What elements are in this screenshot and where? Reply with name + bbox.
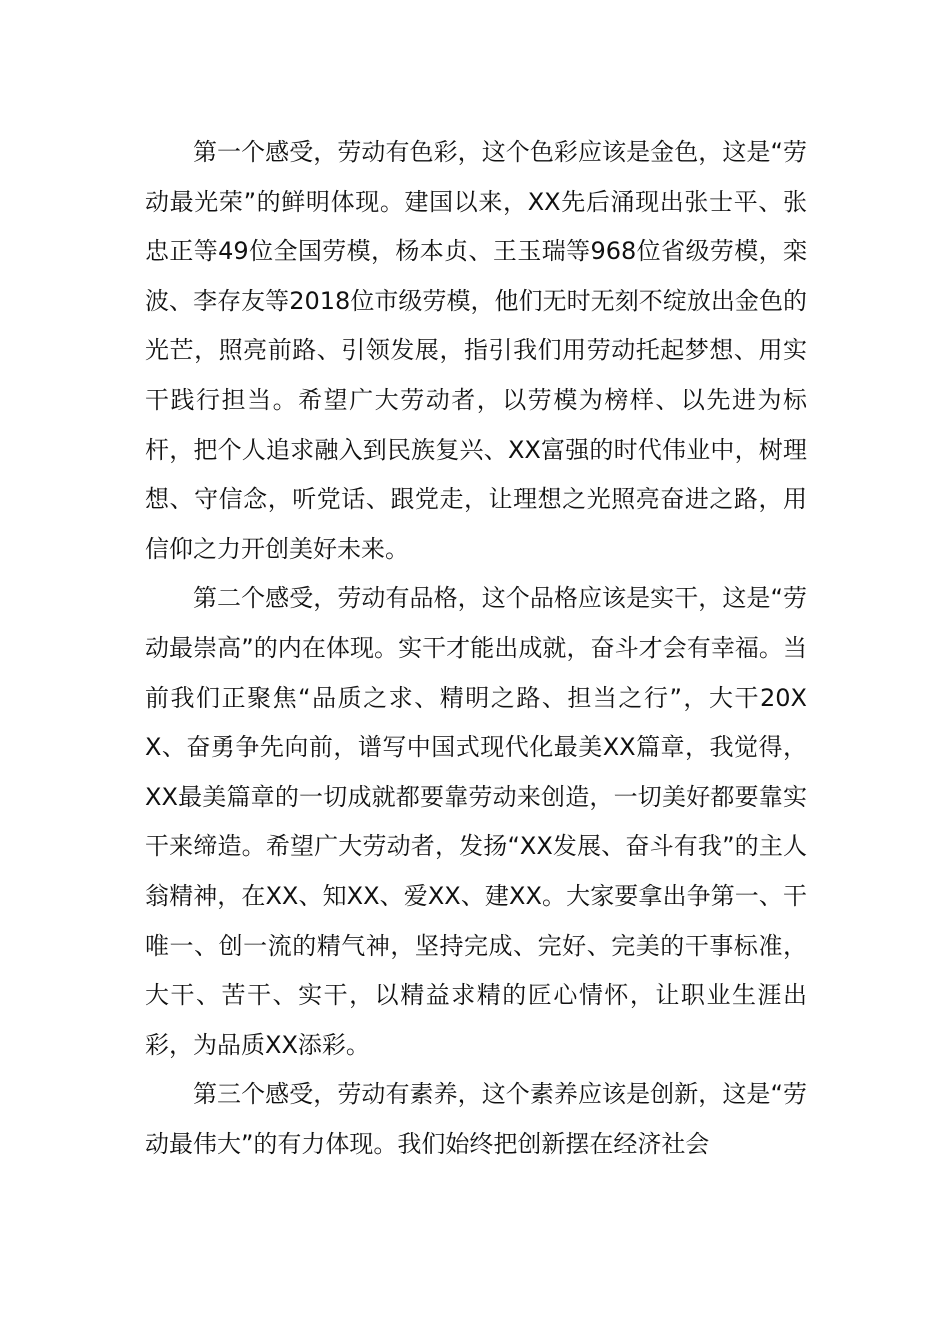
paragraph-1: 第一个感受，劳动有色彩，这个色彩应该是金色，这是“劳动最光荣”的鲜明体现。建国以来，XX先后涌现出张士平、张忠正等49位全国劳模，杨本贞、王玉瑞等968位省级劳模，栾波、李存友等2018位市级劳模，他们无时无刻不绽放出金色的光芒，照亮前路、引领发展，指引我们用劳动托起梦想、用实干践行担当。希望广大劳动者，以劳模为榜样、以先进为标杆，把个人追求融入到民族复兴、XX富强的时代伟业中，树理想、守信念，听党话、跟党走，让理想之光照亮奋进之路，用信仰之力开创美好未来。 [145,138,807,563]
paragraph-2: 第二个感受，劳动有品格，这个品格应该是实干，这是“劳动最崇高”的内在体现。实干才能出成就，奋斗才会有幸福。当前我们正聚焦“品质之求、精明之路、担当之行”，大干20XX、奋勇争先向前，谱写中国式现代化最美XX篇章，我觉得，XX最美篇章的一切成就都要靠劳动来创造，一切美好都要靠实干来缔造。希望广大劳动者，发扬“XX发展、奋斗有我”的主人翁精神，在XX、知XX、爱XX、建XX。大家要拿出争第一、干唯一、创一流的精气神，坚持完成、完好、完美的干事标准，大干、苦干、实干，以精益求精的匠心情怀，让职业生涯出彩，为品质XX添彩。 [145,584,807,1059]
paragraph-3: 第三个感受，劳动有素养，这个素养应该是创新，这是“劳动最伟大”的有力体现。我们始终把创新摆在经济社会 [145,1080,807,1158]
document-body [145,128,807,1169]
